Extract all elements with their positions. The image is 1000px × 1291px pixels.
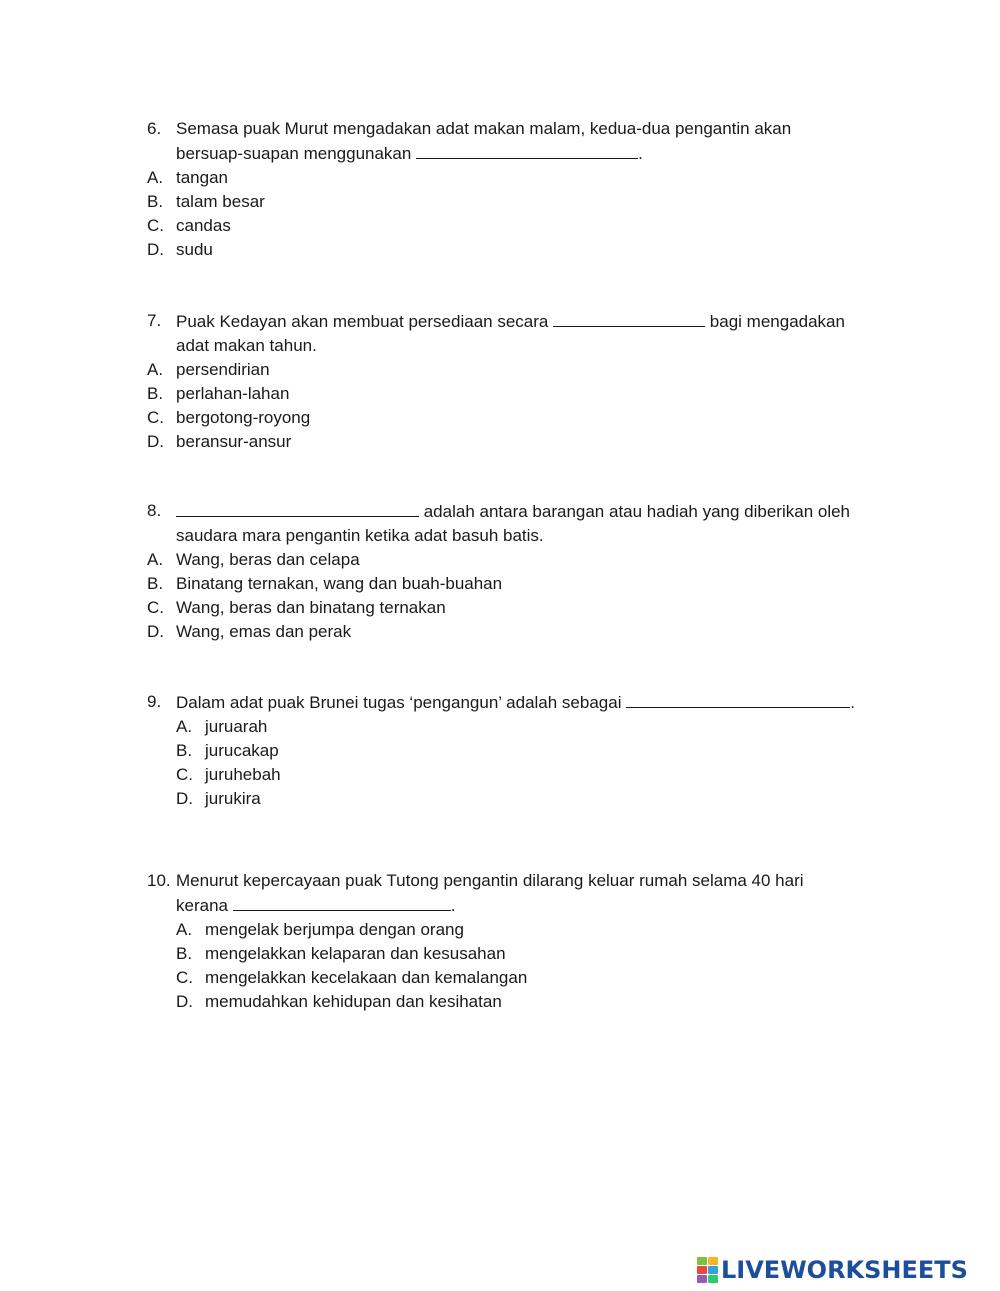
option-letter: A.	[147, 550, 164, 569]
option-item[interactable]	[176, 763, 887, 787]
option-item[interactable]	[176, 715, 887, 739]
answer-blank[interactable]	[416, 141, 638, 159]
option-letter: D.	[147, 432, 164, 451]
option-text: Binatang ternakan, wang dan buah-buahan	[176, 574, 503, 593]
question-text: saudara mara pengantin ketika adat basuh batis.	[176, 526, 544, 545]
option-list	[147, 166, 887, 262]
option-item[interactable]	[147, 430, 887, 454]
option-list	[147, 358, 887, 454]
logo-tile	[708, 1257, 718, 1265]
logo-tile	[697, 1275, 707, 1283]
option-item[interactable]	[147, 166, 887, 190]
option-letter: D.	[147, 622, 164, 641]
liveworksheets-brand[interactable]	[697, 1254, 968, 1286]
option-list	[147, 715, 887, 811]
option-text: juruhebah	[205, 765, 281, 784]
question-10-stem	[147, 869, 887, 918]
option-text: jurucakap	[205, 741, 279, 760]
option-item[interactable]	[147, 238, 887, 262]
option-letter: C.	[147, 216, 164, 235]
question-text: bersuap-suapan menggunakan	[176, 144, 417, 163]
option-text: perlahan-lahan	[176, 384, 290, 403]
question-text: Dalam adat puak Brunei tugas ‘pengangun’ adalah sebagai	[176, 693, 627, 712]
option-list	[147, 548, 887, 644]
brand-name: LIVEWORKSHEETS	[721, 1256, 968, 1284]
option-item[interactable]	[147, 190, 887, 214]
option-text: jurukira	[205, 789, 261, 808]
option-letter: D.	[176, 789, 193, 808]
option-text: bergotong-royong	[176, 408, 311, 427]
question-text: Menurut kepercayaan puak Tutong pengantin dilarang keluar rumah selama 40 hari	[176, 871, 804, 890]
option-text: Wang, emas dan perak	[176, 622, 352, 641]
logo-tile	[697, 1266, 707, 1274]
question-text: Semasa puak Murut mengadakan adat makan malam, kedua-dua pengantin akan	[176, 119, 792, 138]
option-list	[147, 918, 887, 1014]
question-number: 8.	[147, 501, 162, 520]
option-text: Wang, beras dan binatang ternakan	[176, 598, 446, 617]
option-letter: B.	[147, 574, 164, 593]
question-text: Puak Kedayan akan membuat persediaan secara	[176, 312, 554, 331]
logo-tile	[708, 1275, 718, 1283]
option-text: sudu	[176, 240, 213, 259]
option-text: mengelakkan kelaparan dan kesusahan	[205, 944, 506, 963]
question-9	[147, 690, 887, 811]
option-text: persendirian	[176, 360, 270, 379]
option-letter: C.	[147, 408, 164, 427]
option-letter: C.	[176, 968, 193, 987]
option-text: mengelak berjumpa dengan orang	[205, 920, 464, 939]
option-item[interactable]	[147, 548, 887, 572]
option-item[interactable]	[147, 382, 887, 406]
question-6	[147, 117, 887, 262]
question-number: 6.	[147, 119, 162, 138]
option-letter: B.	[176, 944, 193, 963]
option-text: juruarah	[205, 717, 268, 736]
option-item[interactable]	[147, 358, 887, 382]
option-letter: C.	[176, 765, 193, 784]
question-7	[147, 309, 887, 454]
option-text: memudahkan kehidupan dan kesihatan	[205, 992, 502, 1011]
option-item[interactable]	[147, 406, 887, 430]
question-10	[147, 869, 887, 1014]
option-item[interactable]	[176, 918, 887, 942]
question-8	[147, 499, 887, 644]
option-text: talam besar	[176, 192, 265, 211]
option-letter: B.	[147, 384, 164, 403]
option-letter: B.	[147, 192, 164, 211]
logo-tile	[697, 1257, 707, 1265]
question-9-stem	[147, 690, 887, 715]
option-item[interactable]	[176, 942, 887, 966]
option-letter: A.	[176, 717, 193, 736]
option-letter: A.	[147, 168, 164, 187]
question-number: 9.	[147, 692, 162, 711]
question-8-stem	[147, 499, 887, 548]
option-text: beransur-ansur	[176, 432, 292, 451]
liveworksheets-logo-icon	[697, 1257, 717, 1283]
option-item[interactable]	[147, 620, 887, 644]
question-7-stem	[147, 309, 887, 358]
logo-tile	[708, 1266, 718, 1274]
option-text: candas	[176, 216, 231, 235]
option-letter: A.	[176, 920, 193, 939]
option-item[interactable]	[176, 787, 887, 811]
option-item[interactable]	[147, 572, 887, 596]
option-text: mengelakkan kecelakaan dan kemalangan	[205, 968, 528, 987]
option-item[interactable]	[147, 596, 887, 620]
answer-blank[interactable]	[176, 499, 419, 517]
option-item[interactable]	[176, 990, 887, 1014]
question-text: .	[450, 896, 456, 915]
option-letter: D.	[176, 992, 193, 1011]
question-number: 7.	[147, 311, 162, 330]
answer-blank[interactable]	[553, 309, 705, 327]
question-text: kerana	[176, 896, 233, 915]
option-letter: B.	[176, 741, 193, 760]
question-text: .	[638, 144, 643, 163]
option-item[interactable]	[176, 966, 887, 990]
option-item[interactable]	[147, 214, 887, 238]
option-text: tangan	[176, 168, 228, 187]
option-letter: D.	[147, 240, 164, 259]
answer-blank[interactable]	[626, 690, 850, 708]
option-text: Wang, beras dan celapa	[176, 550, 360, 569]
option-letter: C.	[147, 598, 164, 617]
answer-blank[interactable]	[233, 893, 451, 911]
question-text: bagi mengadakan	[705, 312, 845, 331]
question-number: 10.	[147, 871, 171, 890]
question-text: adalah antara barangan atau hadiah yang diberikan oleh	[419, 502, 851, 521]
question-text: adat makan tahun.	[176, 336, 317, 355]
option-letter: A.	[147, 360, 164, 379]
question-6-stem	[147, 117, 887, 166]
question-text: .	[850, 693, 855, 712]
option-item[interactable]	[176, 739, 887, 763]
